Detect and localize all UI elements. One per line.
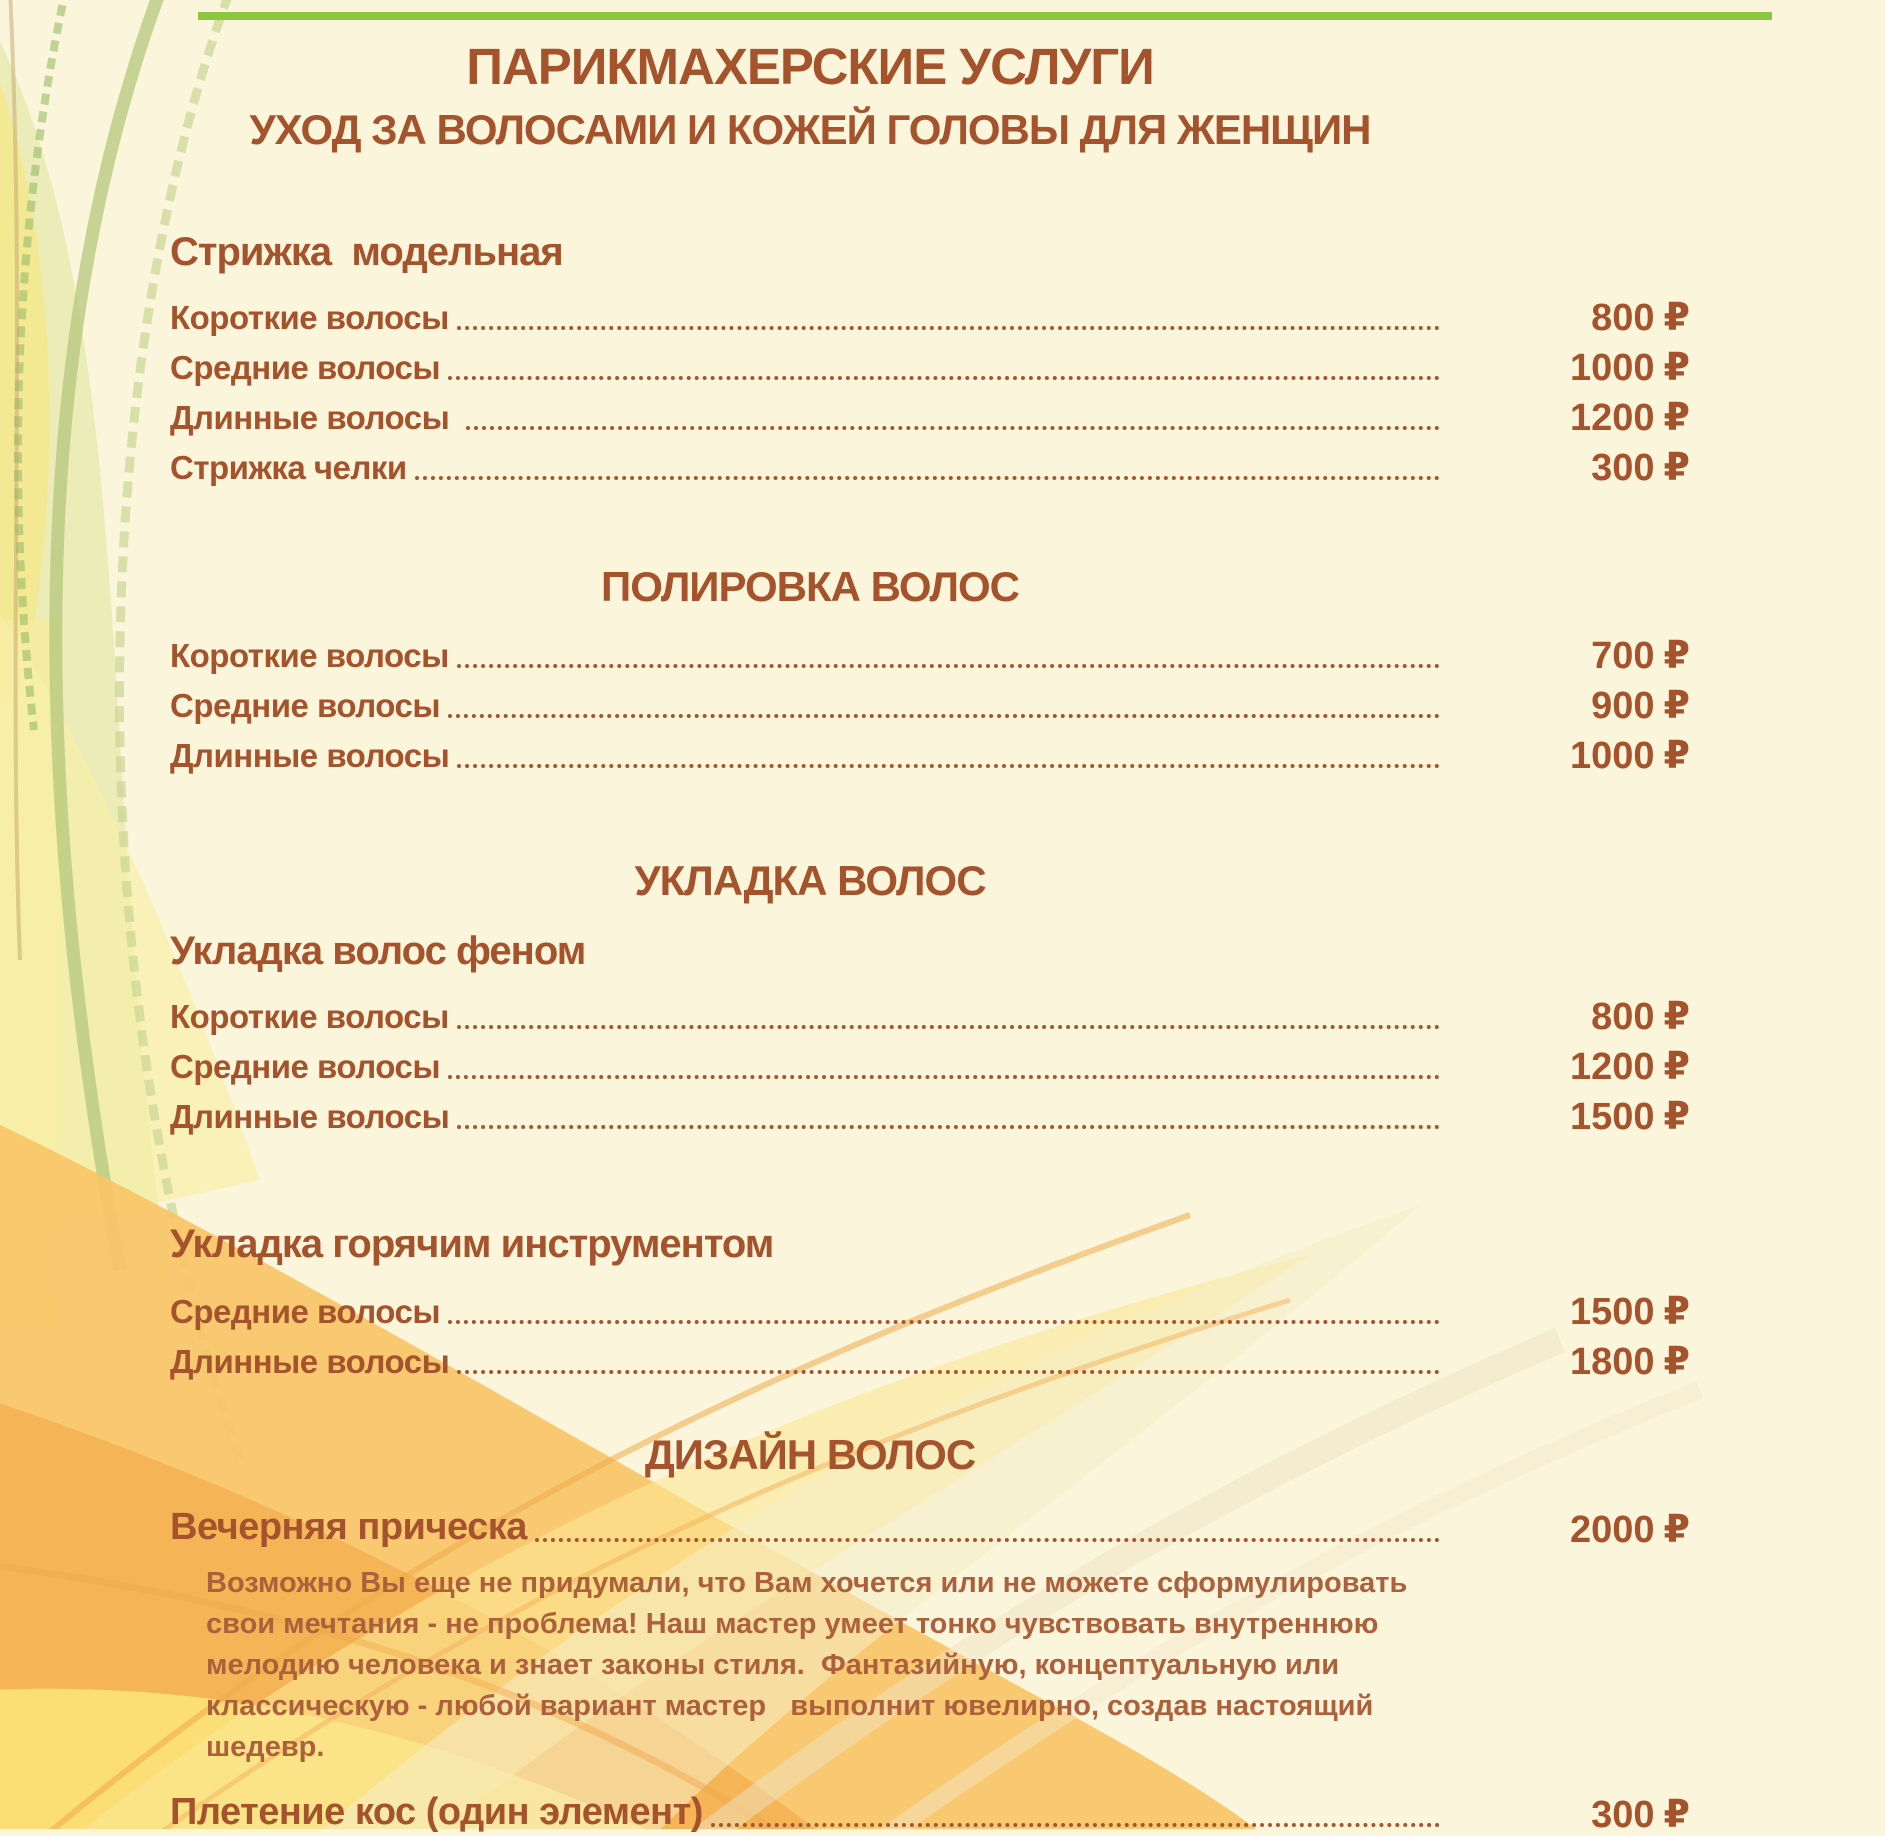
dotted-leader <box>457 664 1440 668</box>
price-row <box>170 437 1690 487</box>
service-label: Вечерняя прическа <box>170 1506 527 1548</box>
ruble-sign: ₽ <box>1663 1291 1690 1333</box>
price-row <box>170 287 1690 337</box>
page-title: ПАРИКМАХЕРСКИЕ УСЛУГИ <box>466 38 1154 95</box>
service-label: Короткие волосы <box>170 637 449 674</box>
dotted-leader <box>457 764 1440 768</box>
service-price: 1800 ₽ <box>1570 1341 1690 1383</box>
dotted-leader <box>448 1075 1440 1079</box>
note-line: свои мечтания - не проблема! Наш мастер умеет тонко чувствовать внутреннюю <box>206 1608 1379 1640</box>
section-title-polishing: ПОЛИРОВКА ВОЛОС <box>601 563 1019 610</box>
dotted-leader <box>448 376 1440 380</box>
service-price: 1000 ₽ <box>1570 735 1690 777</box>
dotted-leader <box>466 426 1440 430</box>
group-hot-tools-rows <box>170 1281 1690 1381</box>
dotted-leader <box>448 714 1440 718</box>
price-row <box>170 337 1690 387</box>
service-price: 1200 ₽ <box>1570 1046 1690 1088</box>
ruble-sign: ₽ <box>1663 735 1690 777</box>
page-subtitle: УХОД ЗА ВОЛОСАМИ И КОЖЕЙ ГОЛОВЫ ДЛЯ ЖЕНЩИН <box>249 106 1371 153</box>
ruble-sign: ₽ <box>1663 447 1690 489</box>
price-row <box>170 387 1690 437</box>
section-title-styling: УКЛАДКА ВОЛОС <box>634 857 986 904</box>
note-line: мелодию человека и знает законы стиля. Фантазийную, концептуальную или <box>206 1649 1340 1681</box>
service-price: 800 ₽ <box>1591 297 1690 339</box>
ruble-sign: ₽ <box>1663 635 1690 677</box>
dotted-leader <box>711 1823 1440 1827</box>
service-price: 1500 ₽ <box>1570 1291 1690 1333</box>
ruble-sign: ₽ <box>1663 996 1690 1038</box>
service-price: 1500 ₽ <box>1570 1096 1690 1138</box>
group-title-hot-tools: Укладка горячим инструментом <box>170 1222 774 1266</box>
note-line: Возможно Вы еще не придумали, что Вам хочется или не можете сформулировать <box>206 1567 1408 1599</box>
dotted-leader <box>448 1320 1440 1324</box>
service-label: Плетение кос (один элемент) <box>170 1791 703 1833</box>
service-label: Стрижка челки <box>170 449 407 486</box>
dotted-leader <box>457 326 1440 330</box>
ruble-sign: ₽ <box>1663 685 1690 727</box>
service-label: Средние волосы <box>170 1293 441 1330</box>
price-row-braiding <box>170 1782 1690 1834</box>
service-price: 2000 ₽ <box>1570 1509 1690 1551</box>
price-row <box>170 675 1690 725</box>
note-line: классическую - любой вариант мастер выполнит ювелирно, создав настоящий <box>206 1690 1374 1722</box>
price-row <box>170 1036 1690 1086</box>
service-price: 300 ₽ <box>1591 1794 1690 1836</box>
ruble-sign: ₽ <box>1663 1046 1690 1088</box>
service-price: 900 ₽ <box>1591 685 1690 727</box>
service-label: Короткие волосы <box>170 299 449 336</box>
service-label: Длинные волосы <box>170 399 458 436</box>
group-model-haircut-rows <box>170 287 1690 487</box>
ruble-sign: ₽ <box>1663 1096 1690 1138</box>
group-title-blow-dry: Укладка волос феном <box>170 929 586 973</box>
ruble-sign: ₽ <box>1663 1509 1690 1551</box>
price-list <box>170 0 1690 1834</box>
dotted-leader <box>535 1538 1440 1542</box>
section-polishing-rows <box>170 625 1690 775</box>
ruble-sign: ₽ <box>1663 297 1690 339</box>
price-row <box>170 1086 1690 1136</box>
service-price: 1200 ₽ <box>1570 397 1690 439</box>
service-label: Средние волосы <box>170 349 441 386</box>
service-label: Средние волосы <box>170 1048 441 1085</box>
price-row <box>170 1331 1690 1381</box>
group-title-model-haircut: Стрижка модельная <box>170 230 563 274</box>
ruble-sign: ₽ <box>1663 1341 1690 1383</box>
ruble-sign: ₽ <box>1663 397 1690 439</box>
service-label: Длинные волосы <box>170 1098 450 1135</box>
evening-hairstyle-note <box>206 1563 1690 1768</box>
service-price: 700 ₽ <box>1591 635 1690 677</box>
service-price: 800 ₽ <box>1591 996 1690 1038</box>
service-label: Короткие волосы <box>170 998 449 1035</box>
group-blow-dry-rows <box>170 986 1690 1136</box>
section-title-design: ДИЗАЙН ВОЛОС <box>644 1431 976 1478</box>
price-row <box>170 986 1690 1036</box>
price-row <box>170 1281 1690 1331</box>
dotted-leader <box>415 476 1440 480</box>
service-label: Длинные волосы <box>170 1343 450 1380</box>
ruble-sign: ₽ <box>1663 347 1690 389</box>
price-row <box>170 625 1690 675</box>
service-label: Длинные волосы <box>170 737 450 774</box>
service-price: 1000 ₽ <box>1570 347 1690 389</box>
service-label: Средние волосы <box>170 687 441 724</box>
note-line: шедевр. <box>206 1731 325 1763</box>
service-price: 300 ₽ <box>1591 447 1690 489</box>
price-row <box>170 725 1690 775</box>
dotted-leader <box>457 1125 1440 1129</box>
ruble-sign: ₽ <box>1663 1794 1690 1836</box>
dotted-leader <box>457 1370 1440 1374</box>
dotted-leader <box>457 1025 1440 1029</box>
price-row-evening-hairstyle <box>170 1497 1690 1549</box>
